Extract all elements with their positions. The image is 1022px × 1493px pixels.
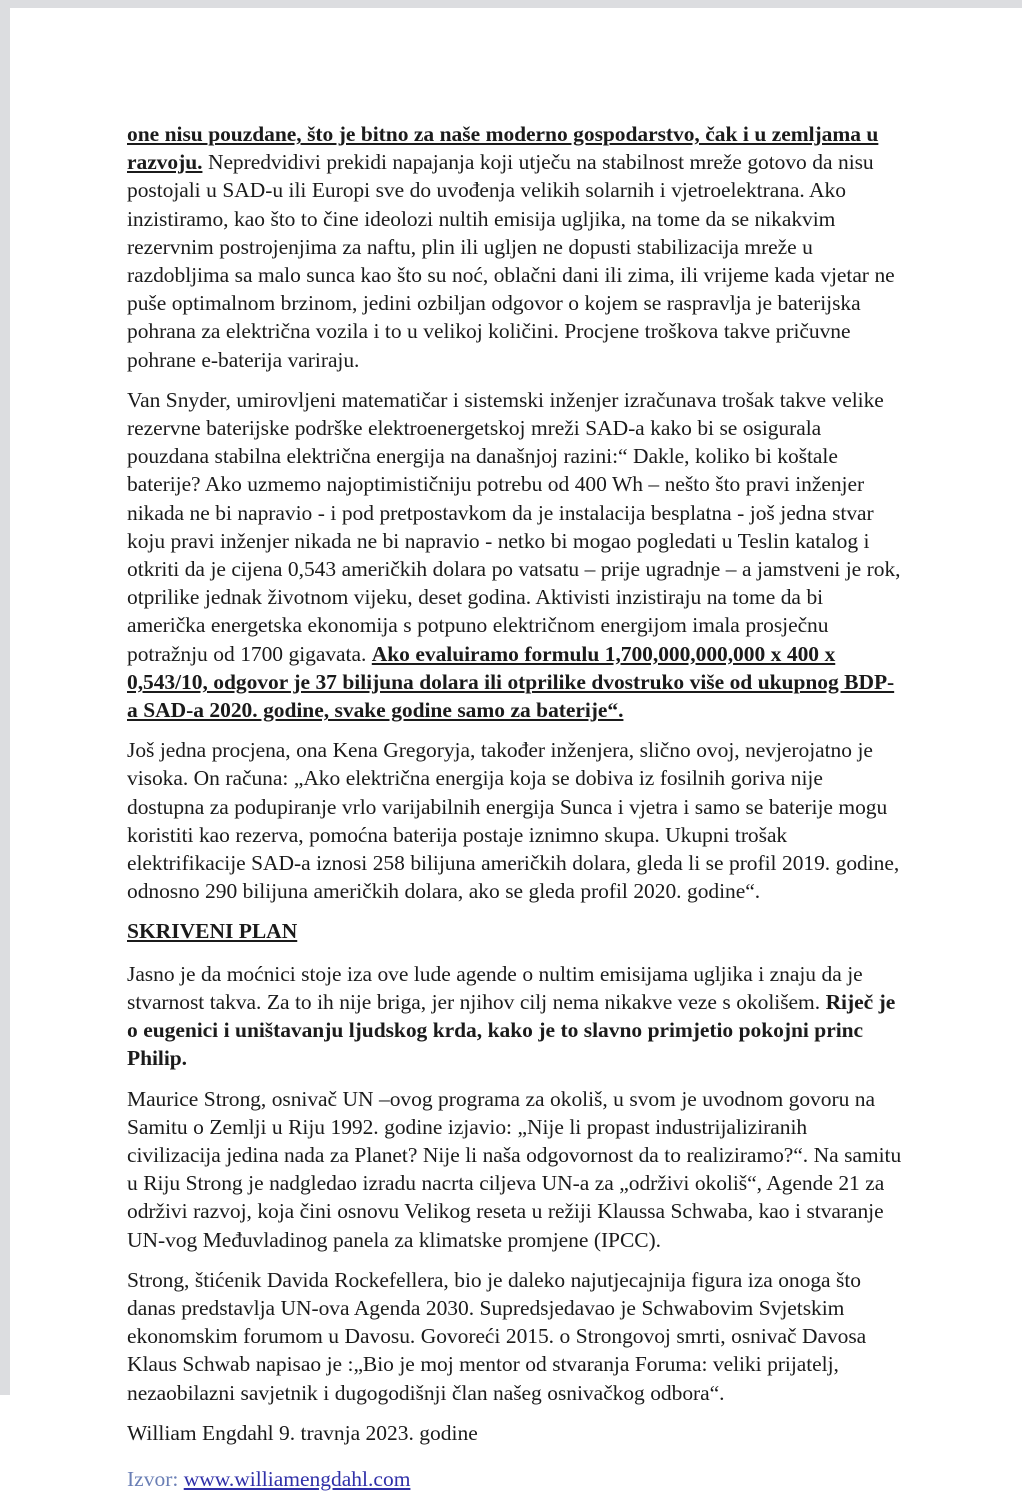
- run-normal: Nepredvidivi prekidi napajanja koji utječu na stabilnost mreže gotovo da nisu postojali u SAD-u ili Europi sve do uvođenja velikih solarnih i vjetroelektrana. Ako inzistiramo, kao što to čine ideolozi nultih emisija ugljika, na tome da se nikakvim rezervnim postrojenjima za naftu, plin ili ugljen ne dopusti stabilizacija mreže u razdobljima sa malo sunca kao što su noć, oblačni dani ili zima, ili vrijeme kada vjetar ne puše optimalnom brzinom, jedini ozbiljan odgovor o kojem se raspravlja je baterijska pohrana za električna vozila i to u velikoj količini. Procjene troškova takve pričuvne pohrane e-baterija variraju.: [127, 150, 895, 372]
- source-label: Izvor:: [127, 1466, 179, 1491]
- paragraph-hidden-agenda: [127, 960, 904, 1073]
- paragraph-maurice-strong: [127, 1085, 904, 1254]
- section-heading-skriveni-plan: SKRIVENI PLAN: [127, 919, 298, 944]
- source-link[interactable]: www.williamengdahl.com: [183, 1466, 411, 1491]
- document-body: [127, 120, 904, 1493]
- run-bold-underline: Ako evaluiramo formulu 1,700,000,000,000 x 400 x 0,543/10, odgovor je 37 bilijuna dolara ili otprilike dvostruko više od ukupnog BDP-a SAD-a 2020. godine, svake godine samo za baterije“.: [127, 641, 895, 723]
- page-top-chrome-band: [0, 0, 1022, 8]
- paragraph-reliability: [127, 120, 904, 374]
- run-normal: Van Snyder, umirovljeni matematičar i sistemski inženjer izračunava trošak takve velike rezervne baterijske podrške elektroenergetskoj mreži SAD-a kako bi se osigurala pouzdana stabilna električna energija na današnjoj razini:“ Dakle, koliko bi koštale baterije? Ako uzmemo najoptimističniju potrebu od 400 Wh – nešto što pravi inženjer nikada ne bi napravio - i pod pretpostavkom da je instalacija besplatna - još jedna stvar koju pravi inženjer nikada ne bi napravio - netko bi mogao pogledati u Teslin katalog i otkriti da je cijena 0,543 američkih dolara po vatsatu – prije ugradnje – a jamstveni je rok, otprilike jednak životnom vijeku, deset godina. Aktivisti inzistiraju na tome da bi američka energetska ekonomija s potpuno električnom energijom imala prosječnu potražnju od 1700 gigavata.: [127, 387, 901, 666]
- run-bold-underline: one nisu pouzdane, što je bitno za naše moderno gospodarstvo, čak i u zemljama u razvoju.: [127, 122, 879, 175]
- paragraph-van-snyder: [127, 386, 904, 724]
- run-normal: Još jedna procjena, ona Kena Gregoryja, također inženjera, slično ovoj, nevjerojatno je visoka. On računa: „Ako električna energija koja se dobiva iz fosilnih goriva nije dostupna za podupiranje vrlo varijabilnih energija Sunca i vjetra i samo se baterije mogu koristiti kao rezerva, pomoćna baterija postaje iznimno skupa. Ukupni trošak elektrifikacije SAD-a iznosi 258 bilijuna američkih dolara, gleda li se profil 2019. godine, odnosno 290 bilijuna američkih dolara, ako se gleda profil 2020. godine“.: [127, 738, 900, 904]
- source-line: [127, 1465, 904, 1493]
- paragraph-rockefeller-protege: [127, 1266, 904, 1407]
- run-normal: Strong, štićenik Davida Rockefellera, bio je daleko najutjecajnija figura iza onoga što danas predstavlja UN-ova Agenda 2030. Supredsjedavao je Schwabovim Svjetskim ekonomskim forumom u Davosu. Govoreći 2015. o Strongovoj smrti, osnivač Davosa Klaus Schwab napisao je :„Bio je moj mentor od stvaranja Foruma: veliki prijatelj, nezaobilazni savjetnik i dugogodišnji član našeg osnivačkog odbora“.: [127, 1267, 867, 1405]
- paragraph-ken-gregory: [127, 736, 904, 905]
- run-normal: Jasno je da moćnici stoje iza ove lude agende o nultim emisijama ugljika i znaju da je stvarnost takva. Za to ih nije briga, jer njihov cilj nema nikakve veze s okolišem.: [127, 961, 863, 1014]
- author-byline: William Engdahl 9. travnja 2023. godine: [127, 1420, 478, 1445]
- document-page: [10, 8, 1022, 1491]
- run-normal: Maurice Strong, osnivač UN –ovog programa za okoliš, u svom je uvodnom govoru na Samitu o Zemlji u Riju 1992. godine izjavio: „Nije li propast industrijaliziranih civilizacija jedina nada za Planet? Nije li naša odgovornost da to realiziramo?“. Na samitu u Riju Strong je nadgledao izradu nacrta ciljeva UN-a za „održivi okoliš“, Agende 21 za održivi razvoj, koja čini osnovu Velikog reseta u režiji Klaussa Schwaba, kao i stvaranje UN-vog Međuvladinog panela za klimatske promjene (IPCC).: [127, 1086, 902, 1252]
- run-bold: Riječ je o eugenici i uništavanju ljudskog krda, kako je to slavno primjetio pokojni princ Philip.: [127, 989, 896, 1071]
- page-left-chrome-strip: [0, 8, 10, 1395]
